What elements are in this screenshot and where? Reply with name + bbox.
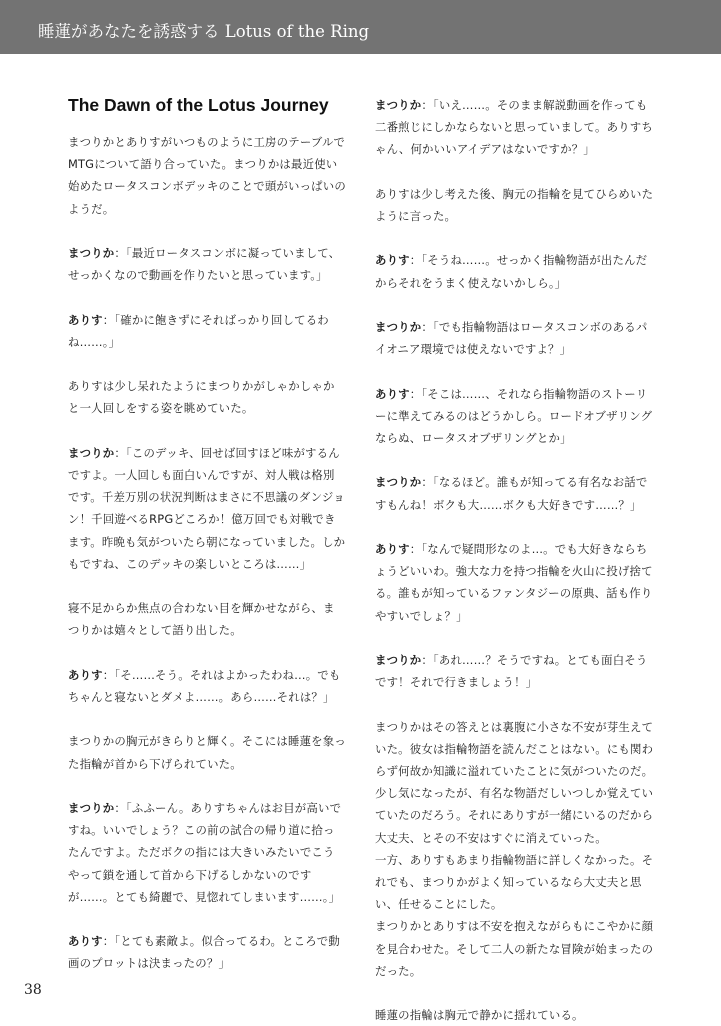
dialogue-line bbox=[375, 471, 657, 515]
speaker-name: ありす bbox=[375, 386, 410, 401]
speaker-name: ありす bbox=[68, 934, 103, 949]
dialogue-line bbox=[68, 664, 346, 708]
dialogue-line bbox=[68, 309, 346, 353]
paragraph-text: ：「あれ……？そうですね。とても面白そうです！それで行きましょう！」 bbox=[375, 652, 648, 690]
narration-paragraph bbox=[375, 915, 657, 982]
paragraph-gap bbox=[375, 161, 657, 183]
dialogue-line bbox=[375, 94, 657, 161]
paragraph-gap bbox=[68, 708, 346, 730]
dialogue-line bbox=[68, 242, 346, 286]
paragraph-gap bbox=[375, 693, 657, 715]
paragraph-gap bbox=[375, 294, 657, 316]
speaker-name: ありす bbox=[375, 541, 410, 556]
paragraph-text: 寝不足からか焦点の合わない目を輝かせながら、まつりかは嬉々として語り出した。 bbox=[68, 601, 335, 638]
speaker-name: まつりか bbox=[68, 246, 115, 260]
paragraph-text: まつりかの胸元がきらりと輝く。そこには睡蓮を象った指輪が首から下げられていた。 bbox=[68, 734, 346, 771]
paragraph-text: ：「ふふーん。ありすちゃんはお目が高いですね。いいでしょう？この前の試合の帰り道に拾ったんですよ。ただボクの指には大きいみたいでこうやって鎖を通して首から下げるしかないのですが……。とても綺麗で、見惚れてしまいます……。」 bbox=[68, 800, 342, 904]
paragraph-text: ：「そ……そう。それはよかったわね…。でもちゃんと寝ないとダメよ……。あら……それは？」 bbox=[68, 667, 341, 704]
narration-paragraph bbox=[68, 131, 346, 220]
paragraph-gap bbox=[375, 627, 657, 649]
paragraph-text: ：「そうね……。せっかく指輪物語が出たんだからそれをうまく使えないかしら。」 bbox=[375, 253, 648, 290]
dialogue-line bbox=[375, 383, 657, 450]
paragraph-gap bbox=[375, 982, 657, 1004]
paragraph-gap bbox=[375, 360, 657, 382]
speaker-name: ありす bbox=[375, 253, 410, 268]
narration-paragraph bbox=[68, 730, 346, 774]
left-paragraphs bbox=[68, 131, 346, 975]
section-heading: The Dawn of the Lotus Journey bbox=[68, 95, 329, 115]
paragraph-gap bbox=[68, 353, 346, 375]
dialogue-line bbox=[375, 538, 657, 627]
paragraph-text: 一方、ありすもあまり指輪物語に詳しくなかった。それでも、まつりかがよく知っているなら大丈夫と思い、任せることにした。 bbox=[375, 852, 654, 912]
running-header bbox=[0, 0, 721, 54]
paragraph-text: ：「とても素敵よ。似合ってるわ。ところで動画のプロットは決まったの？」 bbox=[68, 934, 340, 971]
speaker-name: まつりか bbox=[68, 800, 115, 815]
speaker-name: まつりか bbox=[68, 445, 115, 460]
paragraph-gap bbox=[375, 227, 657, 249]
right-column bbox=[375, 94, 657, 1026]
paragraph-text: 睡蓮の指輪は胸元で静かに揺れている。 bbox=[375, 1008, 584, 1023]
dialogue-line bbox=[68, 797, 346, 908]
paragraph-gap bbox=[68, 642, 346, 664]
paragraph-gap bbox=[68, 775, 346, 797]
paragraph-text: まつりかとありすは不安を抱えながらもにこやかに顔を見合わせた。そして二人の新たな冒険が始まったのだった。 bbox=[375, 919, 654, 978]
narration-paragraph bbox=[375, 1004, 657, 1026]
dialogue-line bbox=[68, 930, 346, 974]
speaker-name: まつりか bbox=[375, 98, 422, 112]
narration-paragraph bbox=[375, 716, 657, 849]
speaker-name: まつりか bbox=[375, 475, 422, 490]
left-column bbox=[68, 94, 346, 975]
paragraph-text: ：「なるほど。誰もが知ってる有名なお話ですもんね！ボクも大……ボクも大好きです……？」 bbox=[375, 475, 648, 512]
paragraph-gap bbox=[68, 220, 346, 242]
speaker-name: ありす bbox=[68, 312, 103, 327]
right-paragraphs bbox=[375, 94, 657, 1026]
dialogue-line bbox=[375, 249, 657, 293]
page-number: 38 bbox=[24, 982, 42, 998]
paragraph-gap bbox=[375, 449, 657, 471]
paragraph-text: ありすは少し呆れたようにまつりかがしゃかしゃかと一人回しをする姿を眺めていた。 bbox=[68, 379, 335, 416]
speaker-name: ありす bbox=[68, 667, 103, 682]
paragraph-gap bbox=[375, 516, 657, 538]
narration-paragraph bbox=[375, 183, 657, 227]
paragraph-text: まつりかはその答えとは裏腹に小さな不安が芽生えていた。彼女は指輪物語を読んだことはない。にも関わらず何故か知識に溢れていたことに気がついたのだ。少し気になったが、有名な物語だしいつしか覚えていていたのだろう。それにありすが一緒にいるのだから大丈夫、とその不安はすぐに消えていった。 bbox=[375, 719, 654, 845]
paragraph-text: ：「でも指輪物語はロータスコンボのあるパイオニア環境では使えないですよ？」 bbox=[375, 319, 648, 357]
paragraph-gap bbox=[68, 908, 346, 930]
paragraph-text: ありすは少し考えた後、胸元の指輪を見てひらめいたように言った。 bbox=[375, 186, 654, 223]
paragraph-text: まつりかとありすがいつものように工房のテーブルでMTGについて語り合っていた。まつりかは最近使い始めたロータスコンボデッキのことで頭がいっぱいのようだ。 bbox=[68, 135, 346, 216]
paragraph-text: ：「いえ……。そのまま解説動画を作っても二番煎じにしかならないと思っていまして。ありすちゃん、何かいいアイデアはないですか？」 bbox=[375, 98, 653, 157]
narration-paragraph bbox=[68, 375, 346, 419]
paragraph-text: ：「そこは……、それなら指輪物語のストーリーに準えてみるのはどうかしら。ロードオブザリングならぬ、ロータスオブザリングとか」 bbox=[375, 386, 653, 445]
paragraph-text: ：「確かに飽きずにそればっかり回してるわね……。」 bbox=[68, 312, 329, 349]
speaker-name: まつりか bbox=[375, 319, 422, 334]
paragraph-gap bbox=[68, 286, 346, 308]
paragraph-text: ：「このデッキ、回せば回すほど味がするんですよ。一人回しも面白いんですが、対人戦は格別です。千差万別の状況判断はまさに不思議のダンジョン！千回遊べるRPGどころか！億万回でも対戦できます。昨晩も気がついたら朝になっていました。しかもですね、このデッキの楽しいところは……」 bbox=[68, 445, 346, 571]
running-header-title: 睡蓮があなたを誘惑する Lotus of the Ring bbox=[38, 22, 370, 41]
dialogue-line bbox=[68, 442, 346, 575]
paragraph-gap bbox=[68, 575, 346, 597]
narration-paragraph bbox=[68, 597, 346, 641]
speaker-name: まつりか bbox=[375, 652, 422, 667]
dialogue-line bbox=[375, 316, 657, 360]
narration-paragraph bbox=[375, 849, 657, 916]
paragraph-gap bbox=[68, 420, 346, 442]
dialogue-line bbox=[375, 649, 657, 693]
paragraph-text: ：「最近ロータスコンボに凝っていまして、せっかくなので動画を作りたいと思っています。」 bbox=[68, 246, 341, 283]
paragraph-text: ：「なんで疑問形なのよ…。でも大好きならちょうどいいわ。強大な力を持つ指輪を火山に投げ捨てる。誰もが知っているファンタジーの原典、話も作りやすいでしょ？」 bbox=[375, 541, 653, 623]
